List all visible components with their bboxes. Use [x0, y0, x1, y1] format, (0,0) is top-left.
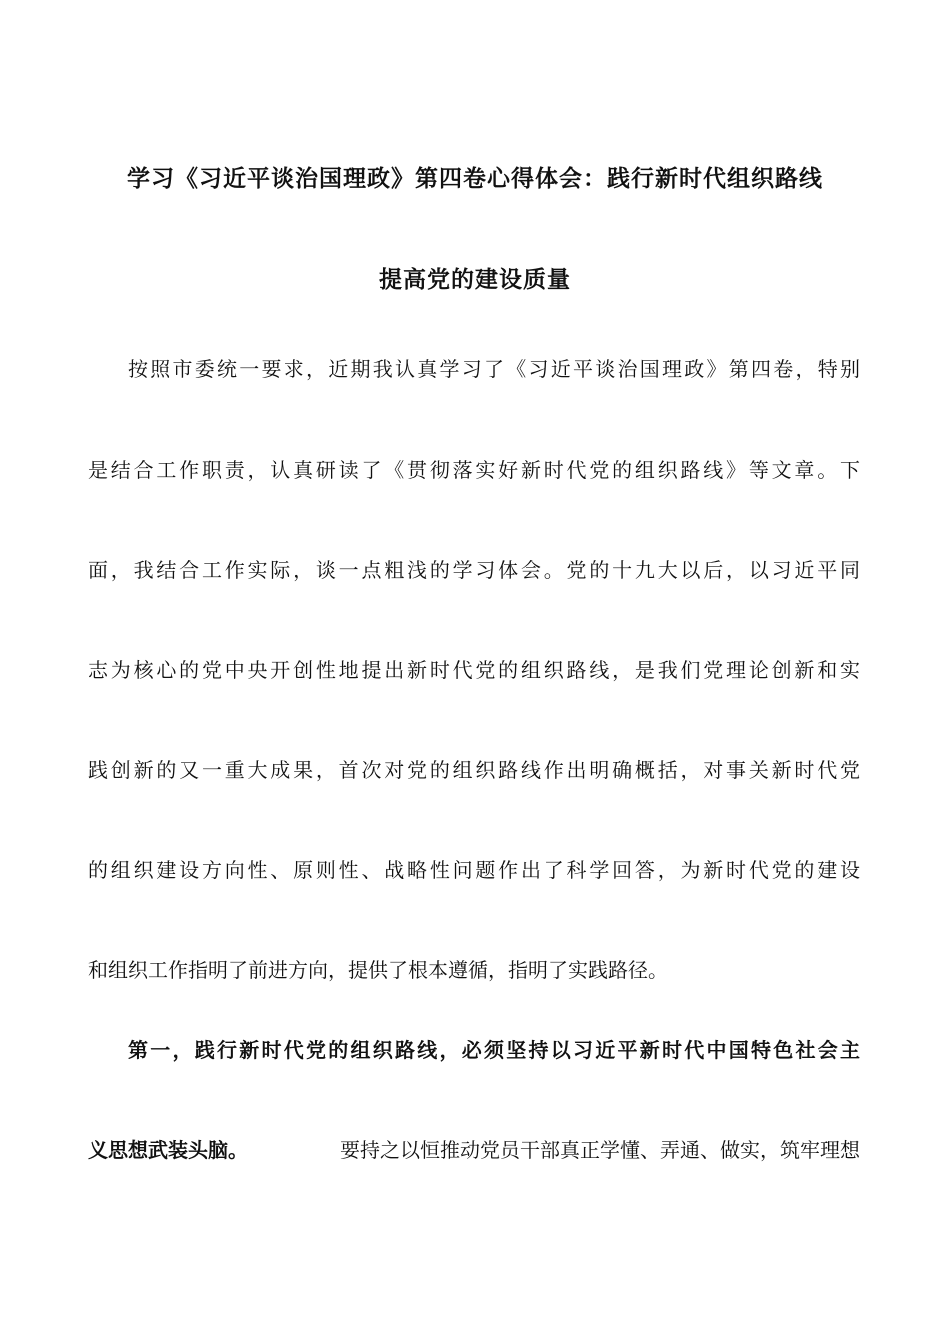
paragraph-1-line-6: 的组织建设方向性、原则性、战略性问题作出了科学回答，为新时代党的建设: [88, 858, 860, 882]
document-title-line-1: 学习《习近平谈治国理政》第四卷心得体会：践行新时代组织路线: [127, 166, 823, 192]
paragraph-2-heading-end: 义思想武装头脑。: [88, 1138, 248, 1162]
paragraph-1-line-1: 按照市委统一要求，近期我认真学习了《习近平谈治国理政》第四卷，特别: [128, 357, 860, 381]
document-title-line-2: 提高党的建设质量: [379, 267, 571, 293]
paragraph-1-line-7: 和组织工作指明了前进方向，提供了根本遵循，指明了实践路径。: [88, 958, 668, 982]
paragraph-1-line-3: 面，我结合工作实际，谈一点粗浅的学习体会。党的十九大以后，以习近平同: [88, 558, 860, 582]
paragraph-2-line-1: 第一，践行新时代党的组织路线，必须坚持以习近平新时代中国特色社会主: [128, 1038, 860, 1062]
paragraph-2-text: 要持之以恒推动党员干部真正学懂、弄通、做实，筑牢理想: [340, 1138, 860, 1162]
paragraph-2-line-2: [88, 1134, 860, 1163]
paragraph-1-line-2: 是结合工作职责，认真研读了《贯彻落实好新时代党的组织路线》等文章。下: [88, 458, 860, 482]
paragraph-1-line-5: 践创新的又一重大成果，首次对党的组织路线作出明确概括，对事关新时代党: [88, 758, 860, 782]
paragraph-1-line-4: 志为核心的党中央开创性地提出新时代党的组织路线，是我们党理论创新和实: [88, 658, 860, 682]
